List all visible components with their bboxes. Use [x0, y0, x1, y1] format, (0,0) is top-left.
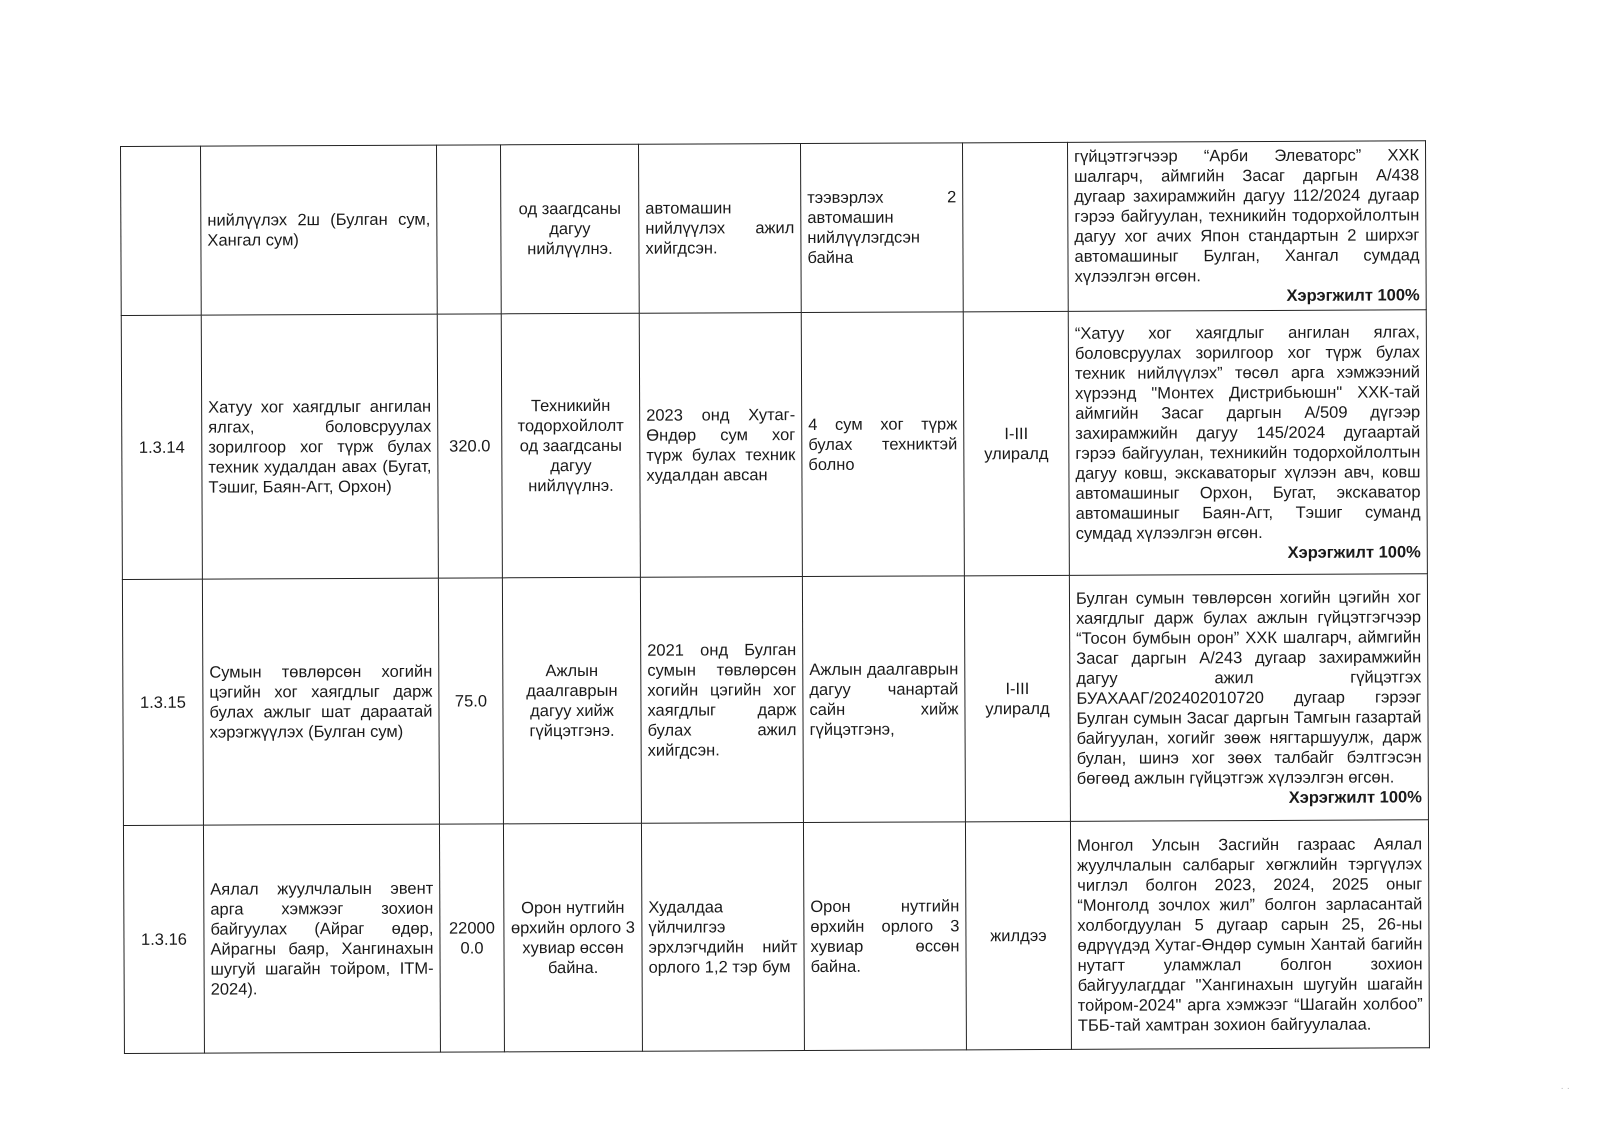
criteria-cell: од заагдсаны дагуу нийлүүлнэ. — [500, 144, 639, 314]
baseline-cell: 2021 онд Булган сумын төвлөрсөн хогийн цэгийн хог хаягдлыг дарж булах ажил хийгдсэн. — [640, 577, 803, 824]
implementation-status: Хэрэгжилт 100% — [1286, 286, 1420, 306]
report-cell — [1070, 820, 1429, 1049]
criteria-cell: Ажлын даалгаврын дагуу хийж гүйцэтгэнэ. — [502, 578, 641, 824]
row-code: 1.3.14 — [121, 315, 202, 579]
row-code: 1.3.15 — [122, 579, 203, 825]
period-cell: жилдээ — [965, 822, 1071, 1050]
budget-cell: 220000.0 — [439, 824, 504, 1052]
baseline-cell: автомашин нийлүүлэх ажил хийгдсэн. — [638, 144, 801, 314]
table-row — [122, 574, 1428, 826]
table-row — [121, 141, 1427, 316]
baseline-cell: 2023 онд Хутаг-Өндөр сум хог түрж булах техник худалдан авсан — [639, 313, 802, 578]
period-cell — [962, 142, 1068, 312]
report-text: Булган сумын төвлөрсөн хогийн цэгийн хог хаягдлыг дарж булах ажлын гүйцэтгэгчээр “Тосон бумбын орон” ХХК шалгарч, аймгийн Засаг даргын А/243 дугаар захирамжийн дагуу ажил гүйцэтгэх БУАХААГ/202402010720 дугаар гэрээг Булган сумын Засаг даргын Тамгын газартай байгуулан, хогийг зөөж нягтаршуулж, дарж булан, шинэ хог зөөх талбайг бэлтгэсэн бөгөөд ажлын гүйцэтгэж хүлээлгэн өгсөн. — [1075, 588, 1422, 788]
activity-cell: нийлүүлэх 2ш (Булган сум, Хангал сум) — [201, 145, 438, 315]
activity-cell: Аялал жуулчлалын эвент арга хэмжээг зохион байгуулах (Айраг өдөр, Айрагны баяр, Хангинахын шугуй шагайн тойром, ITM-2024). — [203, 824, 440, 1053]
row-code: 1.3.16 — [123, 825, 204, 1053]
target-cell: тээвэрлэх 2 автомашин нийлүүлэгдсэн байна — [800, 143, 963, 313]
budget-cell: 75.0 — [438, 578, 503, 824]
period-cell: I-III улиралд — [963, 312, 1069, 576]
report-cell — [1068, 310, 1427, 576]
implementation-status: Хэрэгжилт 100% — [1288, 788, 1422, 807]
table-row — [121, 310, 1427, 580]
implementation-status: Хэрэгжилт 100% — [1287, 543, 1421, 562]
report-text: гүйцэтгэгчээр “Арби Элеваторс” ХХК шалгарч, аймгийн Засаг даргын А/438 дугаар захирамжийн дагуу 112/2024 дугаар гэрээ байгуулан, техникийн тодорхойлолтын дагуу хог ачих Япон стандартын 2 ширхэг автомашиныг Булган, Хангал сумдад хүлээлгэн өгсөн. — [1074, 146, 1420, 286]
report-cell — [1069, 574, 1428, 821]
target-cell: 4 сум хог түрж булах техниктэй болно — [801, 312, 964, 577]
table-row — [123, 820, 1429, 1053]
criteria-cell: Техникийн тодорхойлолт од заагдсаны дагуу нийлүүлнэ. — [501, 314, 640, 579]
period-cell: I-III улиралд — [964, 576, 1070, 822]
budget-cell — [436, 145, 501, 315]
target-cell: Ажлын даалгаврын дагуу чанартай сайн хийж гүйцэтгэнэ, — [802, 576, 965, 823]
scan-artifact: · · — [1560, 1083, 1570, 1094]
criteria-cell: Орон нутгийн өрхийн орлого 3 хувиар өссөн байна. — [503, 823, 642, 1051]
report-text: “Хатуу хог хаягдлыг ангилан ялгах, боловсруулах зорилгоор хог түрж булах техник нийлүүлэх” төсөл арга хэмжээний хүрээнд "Монтех Дистрибьюшн" ХХК-тай аймгийн Засаг даргын А/509 дүгээр захирамжийн дагуу 145/2024 дугаартай гэрээ байгуулан, техникийн тодорхойлолтын дагуу ковш, экскаваторыг хүлээн авч, ковш автомашиныг Орхон, Бугат, экскаватор автомашиныг Баян-Агт, Тэшиг суманд сумдад хүлээлгэн өгсөн. — [1074, 323, 1421, 543]
budget-cell: 320.0 — [437, 314, 502, 578]
activity-cell: Сумын төвлөрсөн хогийн цэгийн хог хаягдлыг дарж булах ажлыг шат дараатай хэрэгжүүлэх (Булган сум) — [202, 578, 439, 825]
row-code — [121, 146, 202, 316]
action-plan-table — [120, 140, 1430, 1054]
baseline-cell: Худалдаа үйлчилгээ эрхлэгчдийн нийт орлого 1,2 тэр бум — [641, 823, 804, 1051]
activity-cell: Хатуу хог хаягдлыг ангилан ялгах, боловсруулах зорилгоор хог түрж булах техник худалдан авах (Бугат, Тэшиг, Баян-Агт, Орхон) — [201, 314, 438, 579]
report-cell — [1067, 141, 1426, 312]
report-text: Монгол Улсын Засгийн газраас Аялал жуулчлалын салбарыг хөгжлийн тэргүүлэх чиглэл болгон 2023, 2024, 2025 оныг “Монголд зочлох жил” болгон зарласантай холбогдуулан 5 дугаар сарын 25, 26-ны өдрүүдэд Хутаг-Өндөр сумын Хантай багийн нутагт уламжлал болгон зохион байгуулагддаг "Хангинахын шугуйн шагайн тойром-2024" арга хэмжээг “Шагайн холбоо” ТББ-тай хамтран зохион байгуулалаа. — [1077, 834, 1423, 1035]
target-cell: Орон нутгийн өрхийн орлого 3 хувиар өссөн байна. — [803, 822, 966, 1050]
